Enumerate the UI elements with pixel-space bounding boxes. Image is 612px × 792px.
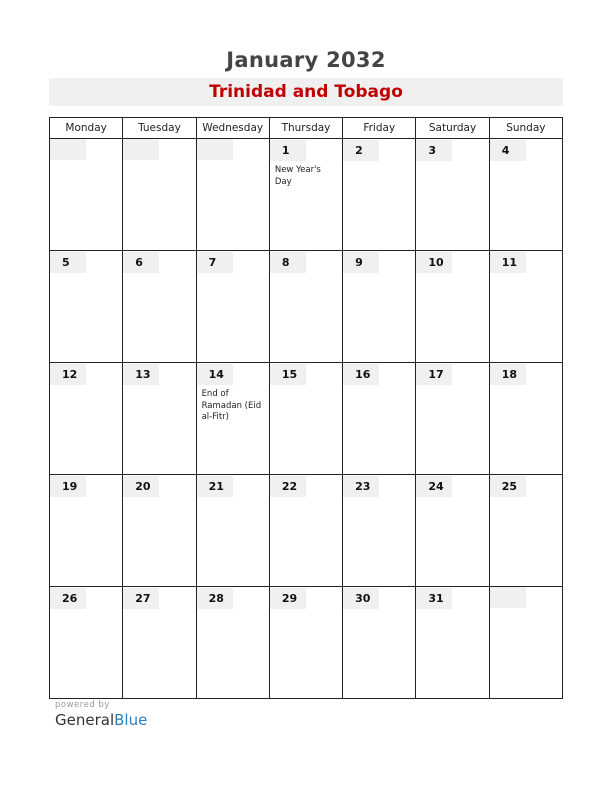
day-cell [489,475,562,587]
day-cell [343,587,416,699]
day-number: 21 [197,476,233,497]
day-number: 1 [270,140,306,161]
empty-day-cell [489,587,562,699]
day-number: 15 [270,364,306,385]
day-cell [50,251,123,363]
day-number: 6 [123,252,159,273]
day-cell [269,139,342,251]
day-cell [489,363,562,475]
day-number: 16 [343,364,379,385]
day-cell [50,475,123,587]
day-cell [196,587,269,699]
day-number: 23 [343,476,379,497]
powered-by-text: powered by [55,700,110,710]
day-cell [196,475,269,587]
week-row [50,251,563,363]
day-number: 9 [343,252,379,273]
day-cell [196,363,269,475]
day-number: 7 [197,252,233,273]
day-cell [489,251,562,363]
day-number: 26 [50,588,86,609]
weekday-header: Thursday [269,118,342,139]
weekday-header: Tuesday [123,118,196,139]
day-number: 28 [197,588,233,609]
holiday-label: End of Ramadan (Eid al-Fitr) [201,389,262,422]
day-number: 13 [123,364,159,385]
week-row [50,587,563,699]
day-number: 24 [416,476,452,497]
day-cell [50,587,123,699]
brand-logo [55,711,147,729]
footer-branding [55,700,147,729]
weekday-header: Sunday [489,118,562,139]
day-cell [343,139,416,251]
day-number: 25 [490,476,526,497]
country-banner [49,78,563,106]
day-cell [196,251,269,363]
day-number: 29 [270,588,306,609]
day-number: 12 [50,364,86,385]
holiday-label: New Year's Day [274,165,321,187]
empty-day-cell [50,139,123,251]
day-number: 27 [123,588,159,609]
day-number: 20 [123,476,159,497]
day-cell [269,363,342,475]
day-number: 10 [416,252,452,273]
weekday-header: Monday [50,118,123,139]
empty-day-cell [196,139,269,251]
day-cell [343,475,416,587]
day-cell [269,475,342,587]
day-number: 17 [416,364,452,385]
week-row [50,363,563,475]
day-cell [269,251,342,363]
day-number [123,139,159,160]
day-number: 14 [197,364,233,385]
day-number [50,139,86,160]
country-name: Trinidad and Tobago [209,82,403,102]
day-cell [416,363,489,475]
day-number: 22 [270,476,306,497]
day-cell [123,363,196,475]
day-number: 11 [490,252,526,273]
day-number [490,587,526,608]
day-cell [416,475,489,587]
brand-general-text: General [55,711,115,729]
day-number: 30 [343,588,379,609]
brand-blue-text: Blue [114,711,148,729]
day-cell [123,251,196,363]
day-cell [343,251,416,363]
day-cell [416,587,489,699]
week-row [50,475,563,587]
day-number: 2 [343,140,379,161]
weekday-header-row [50,118,563,139]
day-number: 8 [270,252,306,273]
weekday-header: Saturday [416,118,489,139]
day-cell [123,475,196,587]
week-row [50,139,563,251]
day-number: 19 [50,476,86,497]
day-cell [123,587,196,699]
day-number: 3 [416,140,452,161]
empty-day-cell [123,139,196,251]
page-title: January 2032 [226,48,386,72]
day-cell [269,587,342,699]
day-cell [416,251,489,363]
day-number: 5 [50,252,86,273]
day-number [197,139,233,160]
weekday-header: Friday [343,118,416,139]
day-cell [343,363,416,475]
day-number: 18 [490,364,526,385]
day-number: 31 [416,588,452,609]
weekday-header: Wednesday [196,118,269,139]
day-number: 4 [490,140,526,161]
day-cell [416,139,489,251]
day-cell [489,139,562,251]
calendar-grid [49,117,563,699]
day-cell [50,363,123,475]
